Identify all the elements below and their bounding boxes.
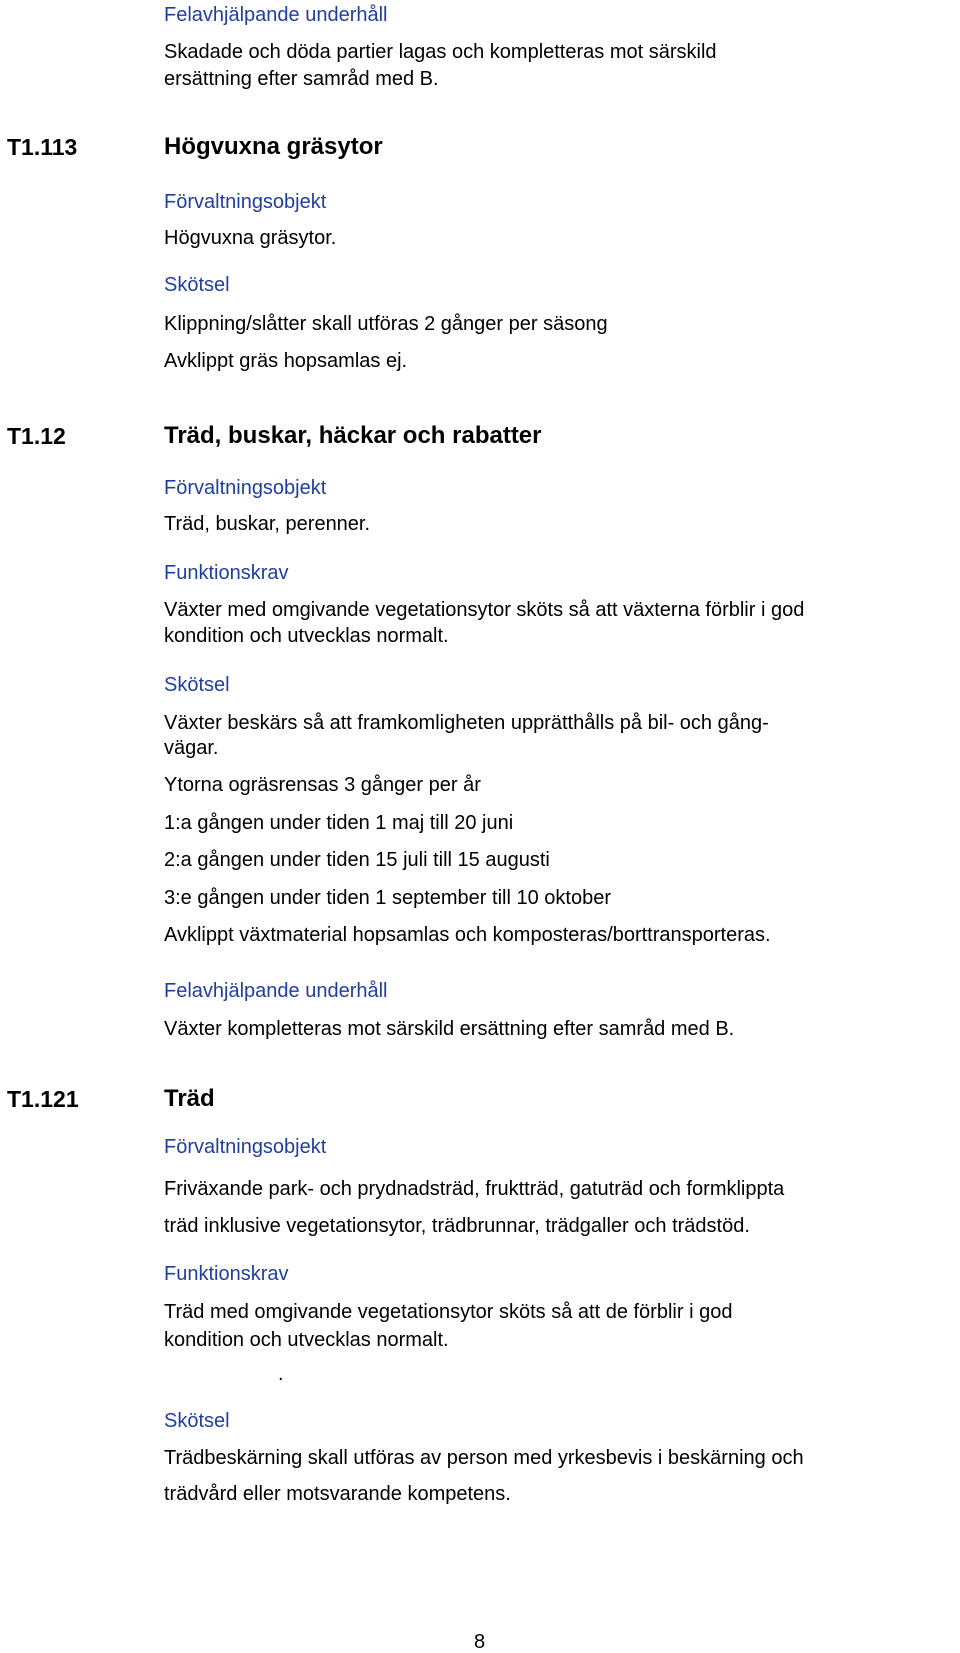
section-title: Högvuxna gräsytor	[164, 133, 383, 160]
paragraph-line: 2:a gången under tiden 15 juli till 15 augusti	[164, 849, 550, 871]
label-funktionskrav: Funktionskrav	[164, 562, 289, 584]
label-skotsel: Skötsel	[164, 274, 230, 296]
section-title: Träd, buskar, häckar och rabatter	[164, 422, 542, 449]
paragraph-line: vägar.	[164, 737, 219, 759]
section-code: T1.113	[7, 134, 78, 160]
label-skotsel: Skötsel	[164, 1410, 230, 1432]
paragraph-line: Klippning/slåtter skall utföras 2 gånger per säsong	[164, 313, 608, 335]
paragraph-line: Avklippt gräs hopsamlas ej.	[164, 350, 408, 372]
paragraph-line: Växter kompletteras mot särskild ersättning efter samråd med B.	[164, 1018, 735, 1040]
paragraph-line: träd inklusive vegetationsytor, trädbrunnar, trädgaller och trädstöd.	[164, 1215, 750, 1237]
paragraph-line: Friväxande park- och prydnadsträd, fruktträd, gatuträd och formklippta	[164, 1178, 785, 1200]
section-code: T1.12	[7, 423, 66, 449]
label-skotsel: Skötsel	[164, 674, 230, 696]
section-code: T1.121	[7, 1086, 79, 1112]
paragraph-line: Växter beskärs så att framkomligheten upprätthålls på bil- och gång-	[164, 712, 769, 734]
label-forvaltningsobjekt: Förvaltningsobjekt	[164, 191, 327, 213]
paragraph-line: kondition och utvecklas normalt.	[164, 625, 449, 647]
stray-dot: .	[278, 1363, 284, 1385]
label-forvaltningsobjekt: Förvaltningsobjekt	[164, 1136, 327, 1158]
paragraph-line: 1:a gången under tiden 1 maj till 20 juni	[164, 812, 514, 834]
paragraph-line: Växter med omgivande vegetationsytor sköts så att växterna förblir i god	[164, 599, 805, 621]
section-title: Träd	[164, 1085, 215, 1112]
paragraph-line: Högvuxna gräsytor.	[164, 227, 337, 249]
paragraph-line: Avklippt växtmaterial hopsamlas och komposteras/borttransporteras.	[164, 924, 771, 946]
paragraph-line: Trädbeskärning skall utföras av person med yrkesbevis i beskärning och	[164, 1447, 804, 1469]
paragraph-line: Ytorna ogräsrensas 3 gånger per år	[164, 774, 481, 796]
label-funktionskrav: Funktionskrav	[164, 1263, 289, 1285]
label-forvaltningsobjekt: Förvaltningsobjekt	[164, 477, 327, 499]
paragraph-line: Träd, buskar, perenner.	[164, 513, 371, 535]
paragraph-line: trädvård eller motsvarande kompetens.	[164, 1483, 511, 1505]
paragraph-line: 3:e gången under tiden 1 september till 10 oktober	[164, 887, 611, 909]
page-number: 8	[474, 1631, 486, 1653]
label-felavhjalpande: Felavhjälpande underhåll	[164, 4, 388, 26]
paragraph-line: kondition och utvecklas normalt.	[164, 1329, 449, 1351]
paragraph-line: Skadade och döda partier lagas och kompletteras mot särskild	[164, 41, 717, 63]
paragraph-line: ersättning efter samråd med B.	[164, 68, 439, 90]
paragraph-line: Träd med omgivande vegetationsytor sköts så att de förblir i god	[164, 1301, 733, 1323]
label-felavhjalpande: Felavhjälpande underhåll	[164, 980, 388, 1002]
